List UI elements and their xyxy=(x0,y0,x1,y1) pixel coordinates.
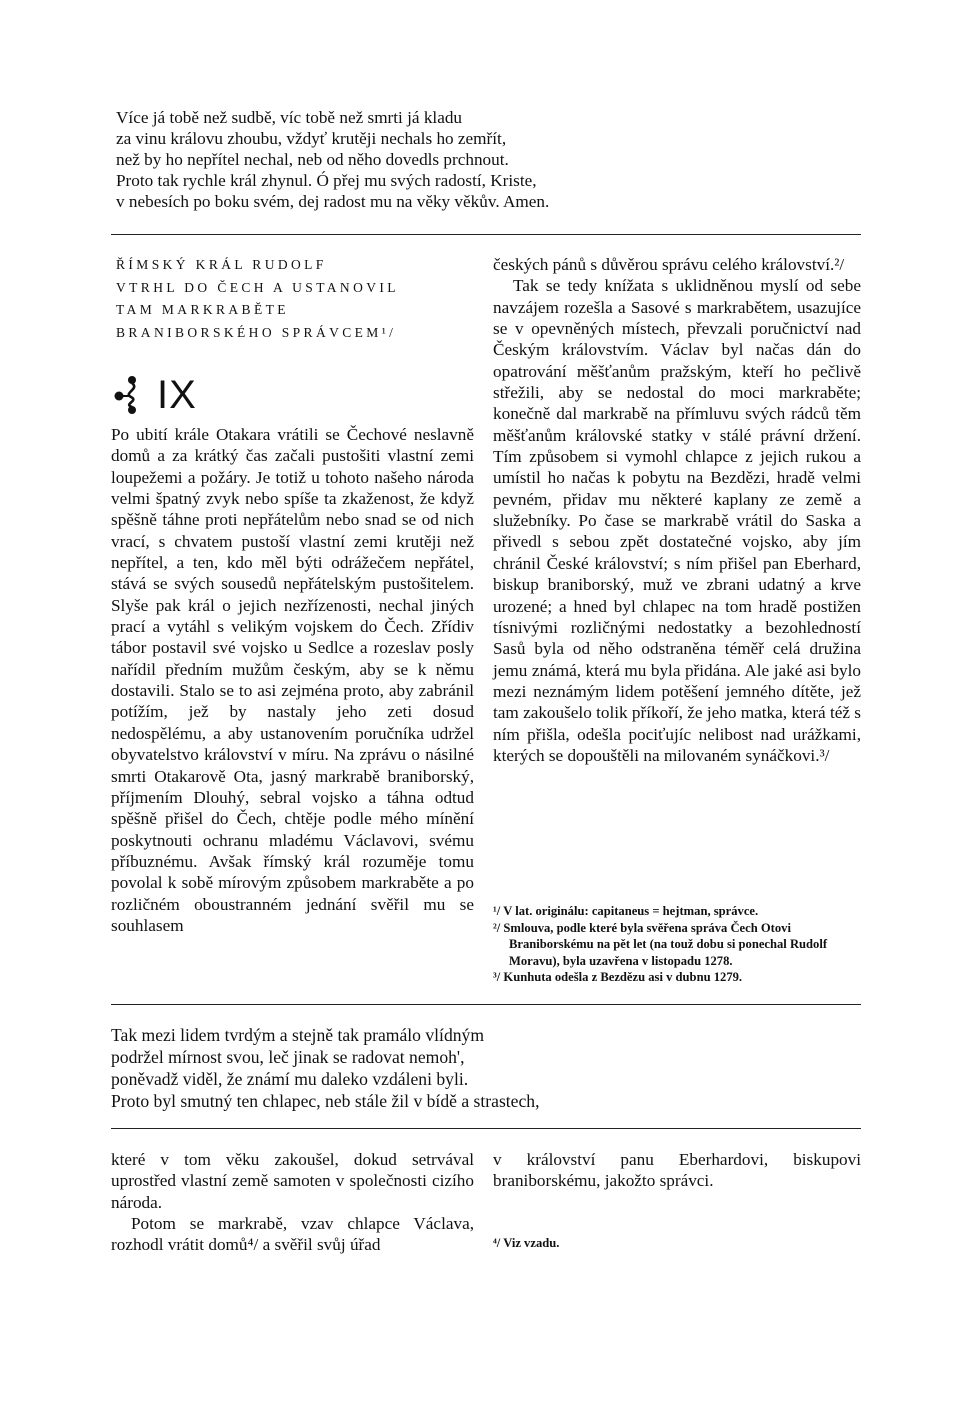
verse-line: Tak mezi lidem tvrdým a stejně tak pramálo vlídným xyxy=(111,1025,485,1045)
chapter-marker xyxy=(113,370,197,420)
paragraph: Potom se markrabě, vzav chlapce Václava, rozhodl vrátit domů⁴/ a svěřil svůj úřad xyxy=(111,1214,474,1255)
left-column-text xyxy=(111,424,474,936)
heading-line: ŘÍMSKÝ KRÁL RUDOLF xyxy=(116,257,327,272)
paragraph: Po ubití krále Otakara vrátili se Čechové neslavně domů a za krátký čas začali pustošiti vlastní zemi loupežemi a požáry. Je totiž u tohoto našeho národa velmi špatný zvyk nebo spíše ta zkaženost, že když spěšně táhne proti nepřátelům nebo snad se od nich vrací, s chvatem pustoší vlastní zemi krutěji než nepřítel, a ten, kdo měl býti odrážečem nepřátel, stává se svých sousedů nepřátelským pustošitelem. Slyše pak král o jejich nezřízenosti, nechal jiných prací a vytáhl s velikým vojskem do Čech. Zřídiv tábor postavil své vojsko u Sedlce a rozeslav posly nařídil předním mužům českým, aby se k němu dostavili. Stalo se to asi zejména proto, aby zabránil potížím, jež by nastaly jeho zeti dosud nedospělému, a aby ustanovením poručníka udržel obyvatelstvo království v míru. Na zprávu o násilné smrti Otakarově Ota, jasný markrabě braniborský, příjmením Dlouhý, sebral vojsko a táhna odtud spěšně přišel do Čech, chtěje podle mého mínění poskytnouti ochranu mladému Václavovi, svému příbuznému. Avšak římský král rozuměje tomu povolal k sobě mírovým způsobem markraběte a po rozličném oboustranném jednání svěřil mu se souhlasem xyxy=(111,425,474,935)
verse-line: Proto byl smutný ten chlapec, neb stále žil v bídě a strastech, xyxy=(111,1091,540,1111)
verse-line: v nebesích po boku svém, dej radost mu na věky věkův. Amen. xyxy=(116,192,550,211)
verse-line: podržel mírnost svou, leč jinak se radovat nemoh', xyxy=(111,1047,465,1067)
heading-line: BRANIBORSKÉHO SPRÁVCEM¹/ xyxy=(116,324,397,340)
verse-line: poněvadž viděl, že známí mu daleko vzdáleni byli. xyxy=(111,1069,469,1089)
footnote: ¹/ V lat. originálu: capitaneus = hejtman, správce. xyxy=(493,904,759,918)
verse-line: Více já tobě než sudbě, víc tobě než smrti já kladu xyxy=(116,108,463,127)
paragraph: Tak se tedy knížata s uklidněnou myslí od sebe navzájem rozešla a Sasové s markrabětem, usazujíce se v opevněných místech, převzali poručnictví nad Českým královstvím. Václav byl načas dán do opatrování měšťanům pražským, kteří ho pečlivě střežili, aby se nedostal do moci markraběte; konečně dal markrabě na přímluvu svých rádců těm měšťanům královské statky v stálé právní držení. Tím způsobem si vymohl chlapce z jejich rukou a umístil ho načas k pobytu na Bezdězi, hradě velmi pevném, přidav mu některé kaplany ze země a služebníky. Po čase se markrabě vrátil do Saska a přivedl s sebou zpět dostatečné vojsko, aby jím chránil České království; s ním přišel pan Eberhard, biskup braniborský, muž ve zbrani udatný a krve urozené; a hned byl chlapec na tom hradě postižen tísnivými rozličnými nedostatky a bezohledností Sasů byla od něho odstraněna téměř celá družina jemu známá, která mu byla přidána. Ale jaké asi bylo mezi neznámým lidem potěšení jemného dítěte, jež tam zakoušelo tolik příkoří, že jeho matka, která též s ním přišla, odešla pociťujíc nelibost nad urážkami, kterých se dopouštěli na milovaném synáčkovi.³/ xyxy=(493,276,861,765)
paragraph: českých pánů s důvěrou správu celého království.²/ xyxy=(493,255,845,274)
right-column-text xyxy=(493,254,861,766)
footnote: ⁴/ Viz vzadu. xyxy=(493,1236,560,1250)
verse-line: za vinu královu zhoubu, vždyť krutěji nechals ho zemřít, xyxy=(116,129,507,148)
divider-rule xyxy=(111,1128,861,1129)
divider-rule xyxy=(111,1004,861,1005)
middle-verse xyxy=(111,1024,731,1112)
divider-rule xyxy=(111,234,861,235)
fleuron-icon xyxy=(113,375,143,415)
chapter-heading xyxy=(116,254,399,344)
footnote: ²/ Smlouva, podle které byla svěřena správa Čech Otovi Braniborskému na pět let (na touž dobu si ponechal Rudolf Moravu), byla uzavřena v listopadu 1278. xyxy=(493,920,828,968)
heading-line: TAM MARKRABĚTE xyxy=(116,302,289,317)
heading-line: VTRHL DO ČECH A USTANOVIL xyxy=(116,279,399,295)
bottom-left-text xyxy=(111,1149,474,1256)
paragraph: v království panu Eberhardovi, biskupovi braniborskému, jakožto správci. xyxy=(493,1150,861,1191)
verse-line: Proto tak rychle král zhynul. Ó přej mu svých radostí, Kriste, xyxy=(116,171,537,190)
opening-verse xyxy=(116,107,736,212)
bottom-right-text xyxy=(493,1149,861,1192)
chapter-number: IX xyxy=(157,372,197,417)
verse-line: než by ho nepřítel nechal, neb od něho dovedls prchnout. xyxy=(116,150,509,169)
footnote: ³/ Kunhuta odešla z Bezdězu asi v dubnu 1279. xyxy=(493,970,743,984)
footnotes xyxy=(493,903,861,986)
paragraph: které v tom věku zakoušel, dokud setrvával uprostřed vlastní země samoten v společnosti cizího národa. xyxy=(111,1150,474,1212)
